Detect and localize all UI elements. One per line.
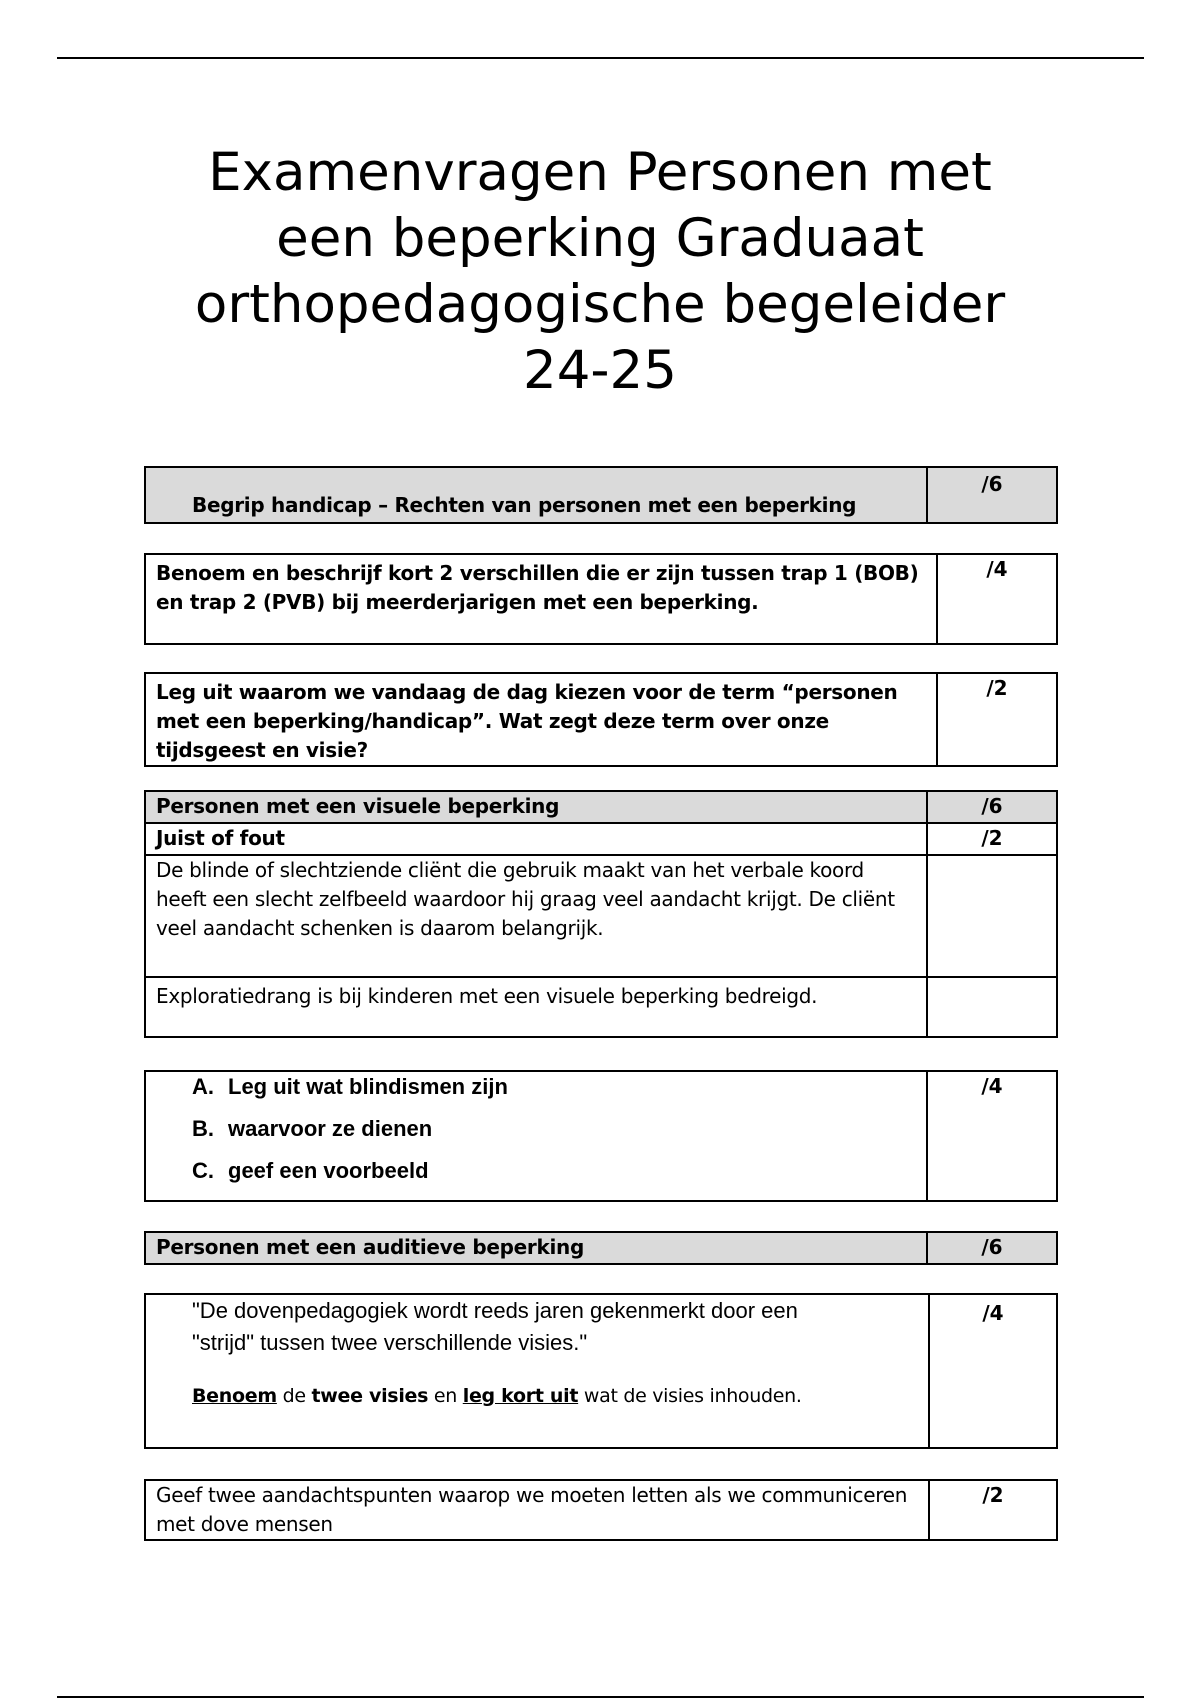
title-line-1: Examenvragen Personen met bbox=[208, 142, 992, 203]
answer-cell bbox=[927, 977, 1057, 1037]
page-title bbox=[150, 140, 1050, 404]
section-header-auditory bbox=[144, 1231, 1058, 1265]
section-header-text: Begrip handicap – Rechten van personen met een beperking bbox=[192, 493, 857, 517]
question-list-cell bbox=[145, 1071, 927, 1201]
section-points: /6 bbox=[927, 791, 1057, 823]
question-blindismen bbox=[144, 1070, 1058, 1202]
question-cell bbox=[145, 1294, 929, 1448]
section-header-rights bbox=[144, 466, 1058, 524]
section-visual bbox=[144, 790, 1058, 1038]
question-points: /2 bbox=[929, 1480, 1057, 1540]
question-points: /2 bbox=[937, 673, 1057, 766]
question-text: Leg uit waarom we vandaag de dag kiezen voor de term “personen met een beperking/handicap”. Wat zegt deze term over onze tijdsgeest en visie? bbox=[145, 673, 937, 766]
section-header-cell bbox=[145, 467, 927, 523]
subsection-points: /2 bbox=[927, 823, 1057, 855]
section-header-text: Personen met een auditieve beperking bbox=[145, 1232, 927, 1264]
quote-line-1: "De dovenpedagogiek wordt reeds jaren gekenmerkt door een bbox=[192, 1298, 798, 1323]
title-line-4: 24-25 bbox=[522, 340, 677, 401]
instruction: Benoem de twee visies en leg kort uit wat de visies inhouden. bbox=[192, 1385, 802, 1407]
subsection-header-text: Juist of fout bbox=[145, 823, 927, 855]
question-terminology bbox=[144, 672, 1058, 767]
question-list bbox=[146, 1072, 926, 1198]
question-points: /4 bbox=[937, 554, 1057, 644]
quote-line-2: "strijd" tussen twee verschillende visies." bbox=[192, 1330, 588, 1355]
question-bob-pvb bbox=[144, 553, 1058, 645]
question-communication bbox=[144, 1479, 1058, 1541]
question-points: /4 bbox=[927, 1071, 1057, 1201]
question-deaf-pedagogy bbox=[144, 1293, 1058, 1449]
list-item: B. waarvoor ze dienen bbox=[192, 1116, 433, 1141]
question-points: /4 bbox=[929, 1294, 1057, 1448]
bottom-rule bbox=[57, 1696, 1144, 1698]
list-item: C. geef een voorbeeld bbox=[192, 1158, 429, 1183]
title-line-3: orthopedagogische begeleider bbox=[194, 274, 1006, 335]
statement-verbal-cord: De blinde of slechtziende cliënt die gebruik maakt van het verbale koord heeft een slecht zelfbeeld waardoor hij graag veel aandacht krijgt. De cliënt veel aandacht schenken is daarom belangrijk. bbox=[145, 855, 927, 977]
section-points: /6 bbox=[927, 1232, 1057, 1264]
statement-exploration: Exploratiedrang is bij kinderen met een visuele beperking bedreigd. bbox=[145, 977, 927, 1037]
question-text: Benoem en beschrijf kort 2 verschillen die er zijn tussen trap 1 (BOB) en trap 2 (PVB) bij meerderjarigen met een beperking. bbox=[145, 554, 937, 644]
section-points: /6 bbox=[927, 467, 1057, 523]
answer-cell bbox=[927, 855, 1057, 977]
title-line-2: een beperking Graduaat bbox=[276, 208, 924, 269]
top-rule bbox=[57, 57, 1144, 59]
section-header-text: Personen met een visuele beperking bbox=[145, 791, 927, 823]
list-item: A. Leg uit wat blindismen zijn bbox=[192, 1074, 508, 1099]
question-text: Geef twee aandachtspunten waarop we moeten letten als we communiceren met dove mensen bbox=[145, 1480, 929, 1540]
